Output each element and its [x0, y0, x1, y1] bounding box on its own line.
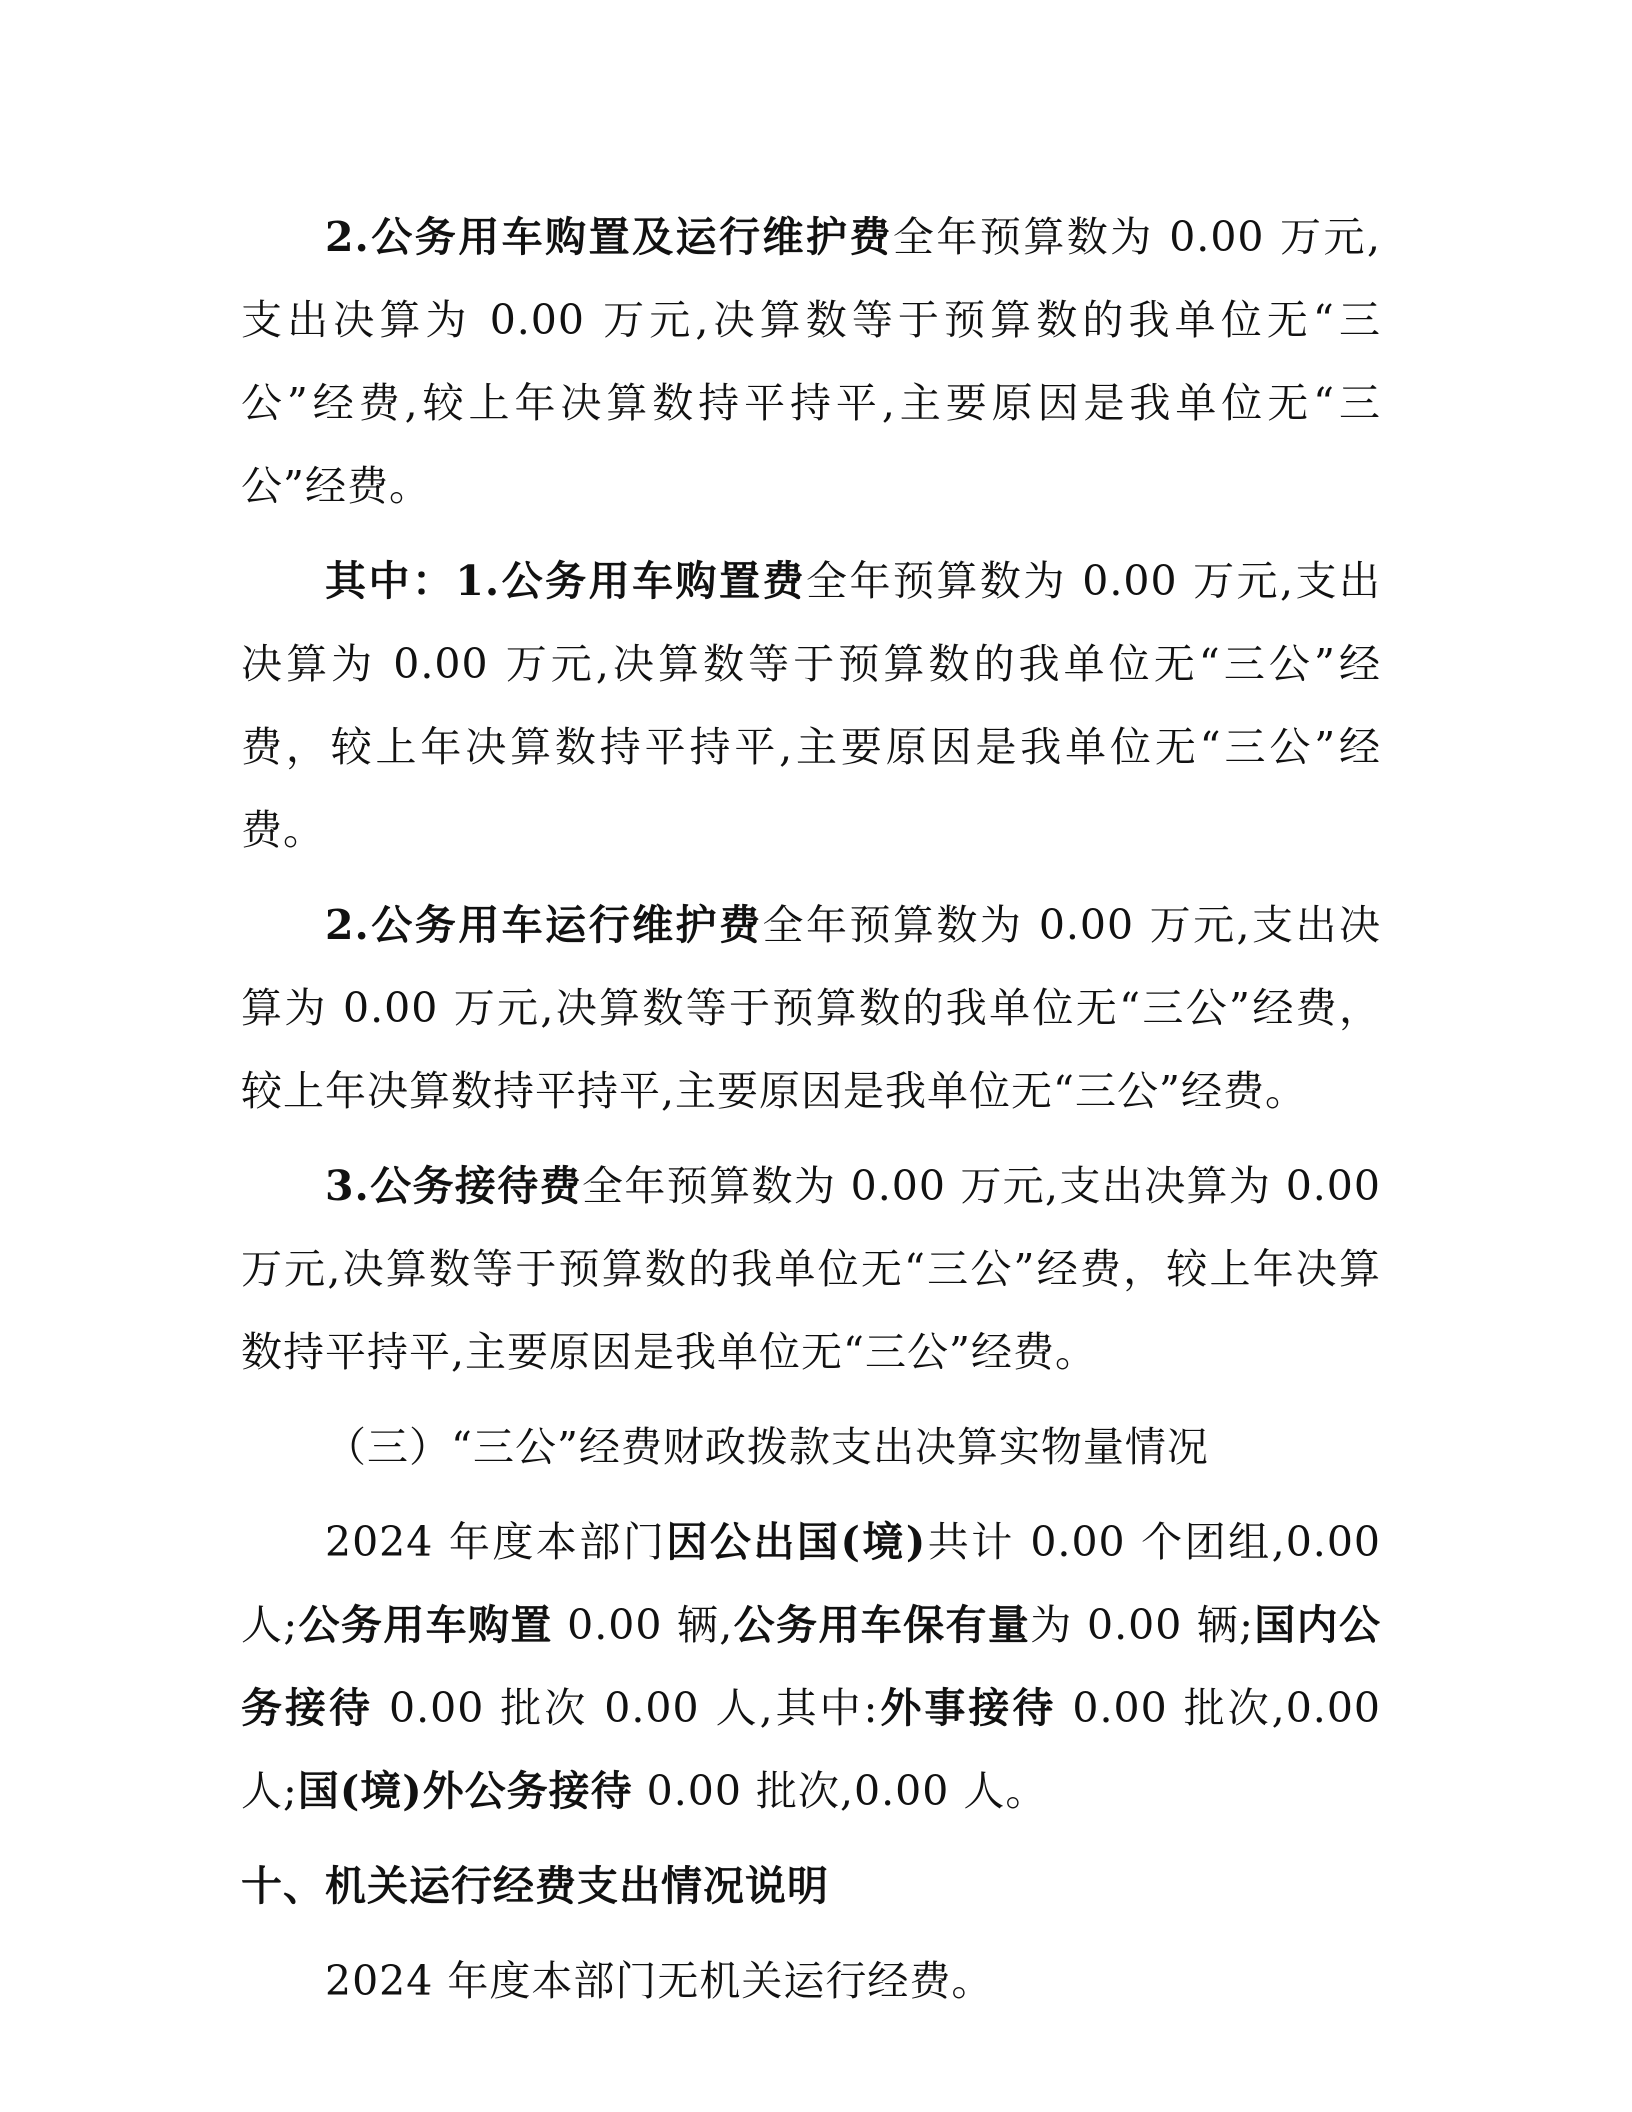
physical-text-3: 0.00 辆, — [552, 1601, 734, 1649]
paragraph-reception-title: 3.公务接待费 — [325, 1162, 583, 1210]
physical-text-7: 0.00 批次,0.00 人。 — [632, 1767, 1048, 1815]
paragraph-vehicle-purchase — [241, 540, 1381, 872]
paragraph-vehicle-total-title: 2.公务用车购置及运行维护费 — [325, 213, 893, 261]
physical-bold-5: 外事接待 — [878, 1684, 1057, 1732]
physical-text-5: 0.00 批次 0.00 人,其中: — [372, 1684, 879, 1732]
paragraph-vehicle-purchase-title: 其中：1.公务用车购置费 — [325, 557, 806, 605]
paragraph-vehicle-maintenance-title: 2.公务用车运行维护费 — [325, 901, 763, 949]
paragraph-vehicle-purchase-text: 全年预算数为 0.00 万元,支出决算为 0.00 万元,决算数等于预算数的我单位无“三公”经费，较上年决算数持平持平,主要原因是我单位无“三公”经费。 — [241, 557, 1381, 854]
physical-text-1: 2024 年度本部门 — [325, 1518, 667, 1566]
section-ten-text: 2024 年度本部门无机关运行经费。 — [325, 1957, 994, 2005]
paragraph-physical-quantity — [241, 1501, 1381, 1833]
physical-bold-4: 国内公务接待 — [241, 1601, 1382, 1732]
paragraph-vehicle-total — [241, 196, 1381, 528]
physical-text-4: 为 0.00 辆; — [1030, 1601, 1254, 1649]
paragraph-vehicle-total-text: 全年预算数为 0.00 万元,支出决算为 0.00 万元,决算数等于预算数的我单位无“三公”经费,较上年决算数持平持平,主要原因是我单位无“三公”经费。 — [241, 213, 1381, 510]
paragraph-reception-text: 全年预算数为 0.00 万元,支出决算为 0.00 万元,决算数等于预算数的我单位无“三公”经费，较上年决算数持平持平,主要原因是我单位无“三公”经费。 — [241, 1162, 1381, 1376]
paragraph-vehicle-maintenance-text: 全年预算数为 0.00 万元,支出决算为 0.00 万元,决算数等于预算数的我单位无“三公”经费，较上年决算数持平持平,主要原因是我单位无“三公”经费。 — [241, 901, 1381, 1115]
physical-bold-2: 公务用车购置 — [298, 1601, 553, 1649]
physical-text-2: 共计 0.00 个团组,0.00 人; — [241, 1518, 1381, 1649]
section-three-title: （三）“三公”经费财政拨款支出决算实物量情况 — [325, 1423, 1209, 1471]
document-body — [241, 196, 1381, 2023]
physical-bold-6: 国(境)外公务接待 — [297, 1767, 633, 1815]
paragraph-vehicle-maintenance — [241, 884, 1381, 1133]
physical-text-6: 0.00 批次,0.00 人; — [241, 1684, 1382, 1815]
section-ten-heading: 十、机关运行经费支出情况说明 — [241, 1862, 829, 1910]
physical-bold-1: 因公出国(境) — [666, 1518, 927, 1566]
physical-bold-3: 公务用车保有量 — [733, 1601, 1031, 1649]
paragraph-reception — [241, 1145, 1381, 1394]
